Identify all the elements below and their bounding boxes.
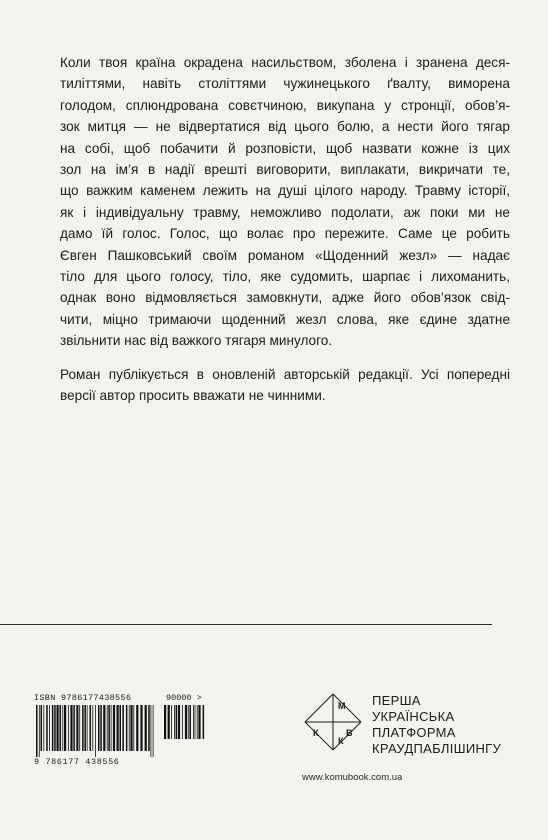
barcode-bar: [117, 705, 119, 751]
barcode-bar: [153, 705, 154, 757]
barcode-bar: [176, 705, 178, 739]
barcode-bar: [203, 705, 205, 739]
barcode-bar: [111, 705, 112, 751]
barcode-bar: [84, 705, 86, 751]
barcode-bar: [171, 705, 172, 739]
barcode-bar: [95, 705, 96, 757]
publisher-name: [372, 693, 501, 757]
blurb-line: як і індивідуальну травму, неможливо подолати, аж поки ми не: [60, 204, 510, 220]
blurb-line: тиліттями, навіть століттями чужинецького ґвалту, виморена: [60, 76, 510, 92]
barcode-bar: [60, 705, 62, 751]
blurb-line: на собі, щоб побачити й розповісти, щоб назвати кожне із цих: [60, 140, 510, 156]
blurb-line: Роман публікується в оновленій авторській редакції. Усі попередні: [60, 366, 510, 382]
barcode-bar: [120, 705, 122, 751]
isbn-label: ISBN 9786177438556: [34, 693, 132, 703]
blurb-line: голодом, сплюндрована совєтчиною, викупана у стронції, обов’я-: [60, 97, 510, 113]
divider-line: [0, 624, 492, 625]
barcode-addon-bars: [164, 705, 206, 745]
barcode-bar: [129, 705, 130, 751]
barcode-bar: [174, 705, 175, 739]
barcode-digits: 9 786177 438556: [34, 757, 120, 767]
barcode-bar: [145, 705, 147, 751]
barcode-bar: [126, 705, 128, 751]
komubook-logo-icon: [303, 692, 363, 752]
logo-letter: К: [313, 728, 319, 738]
barcode-bar: [164, 705, 166, 739]
publisher-url: www.komubook.com.ua: [302, 772, 403, 783]
barcode-bars: [36, 705, 154, 757]
barcode-bar: [193, 705, 194, 739]
isbn-barcode: [34, 693, 204, 773]
barcode-bar: [103, 705, 105, 751]
blurb-line: Коли твоя країна окрадена насильством, зболена і зранена деся-: [60, 55, 510, 70]
publisher-name-line: КРАУДПАБЛІШИНГУ: [372, 741, 502, 756]
barcode-bar: [70, 705, 72, 751]
barcode-bar: [182, 705, 183, 739]
publisher-name-line: ПЕРША: [372, 693, 421, 708]
barcode-bar: [113, 705, 115, 751]
barcode-bar: [122, 705, 124, 751]
barcode-bar: [87, 705, 88, 751]
barcode-bar: [76, 705, 78, 751]
blurb-line: версії автор просить вважати не чинними.: [60, 388, 326, 404]
publisher-name-line: ПЛАТФОРМА: [372, 725, 456, 740]
blurb-line: тіло для цього голосу, тіло, яке судомить, шарпає і лихоманить,: [60, 269, 510, 285]
barcode-bar: [185, 705, 187, 739]
barcode-bar: [108, 705, 110, 751]
barcode-bar: [36, 705, 38, 757]
blurb-line: Євген Пашковський своїм романом «Щоденний жезл» — надає: [60, 247, 510, 263]
barcode-bar: [73, 705, 75, 751]
barcode-bar: [195, 705, 196, 739]
blurb-line: чити, міцно тримаючи щоденний жезл слова, яке єдине здатне: [60, 311, 510, 327]
barcode-bar: [198, 705, 200, 739]
barcode-bar: [64, 705, 66, 751]
blurb-line: зол на ім’я в надії врешті виговорити, виплакати, викричати те,: [60, 162, 510, 178]
barcode-bar: [107, 705, 108, 751]
barcode-bar: [140, 705, 142, 751]
barcode-bar: [130, 705, 132, 751]
barcode-bar: [41, 705, 43, 751]
barcode-bar: [188, 705, 189, 739]
barcode-bar: [43, 705, 44, 751]
barcode-bar: [79, 705, 80, 751]
barcode-bar: [178, 705, 180, 739]
barcode-bar: [100, 705, 102, 751]
barcode-bar: [62, 705, 63, 751]
blurb-line: що важким каменем лежить на душі цілого народу. Травму історії,: [60, 183, 510, 199]
barcode-bar: [98, 705, 100, 751]
logo-letter: М: [338, 701, 346, 711]
barcode-bar: [148, 705, 150, 751]
blurb-paragraph-1: [60, 52, 510, 352]
barcode-bar: [52, 705, 54, 751]
barcode-addon: 90000 >: [166, 693, 202, 703]
barcode-bar: [151, 705, 152, 757]
barcode-bar: [190, 705, 192, 739]
blurb-text: [60, 52, 510, 407]
barcode-bar: [136, 705, 138, 751]
barcode-bar: [39, 705, 40, 757]
barcode-bar: [57, 705, 59, 751]
barcode-bar: [46, 705, 48, 751]
barcode-bar: [82, 705, 84, 751]
barcode-bar: [68, 705, 69, 751]
logo-letter: К: [338, 736, 344, 746]
publisher-name-line: УКРАЇНСЬКА: [372, 709, 455, 724]
logo-letter: В: [346, 728, 353, 738]
barcode-bar: [133, 705, 134, 751]
barcode-bar: [90, 705, 92, 751]
blurb-line: однак воно відмовляється замовкнути, адже його обов’язок свід-: [60, 290, 510, 306]
barcode-bar: [54, 705, 56, 751]
blurb-line: зок митця — не відвертатися від цього болю, а нести його тягар: [60, 119, 510, 135]
barcode-bar: [92, 705, 93, 751]
blurb-line: звільнити нас від важкого тягаря минулого.: [60, 333, 333, 349]
blurb-paragraph-2: [60, 364, 510, 407]
barcode-bar: [197, 705, 198, 739]
barcode-bar: [168, 705, 170, 739]
blurb-line: дамо їй голос. Голос, що волає про пережите. Саме це робить: [60, 226, 510, 242]
barcode-bar: [49, 705, 50, 751]
